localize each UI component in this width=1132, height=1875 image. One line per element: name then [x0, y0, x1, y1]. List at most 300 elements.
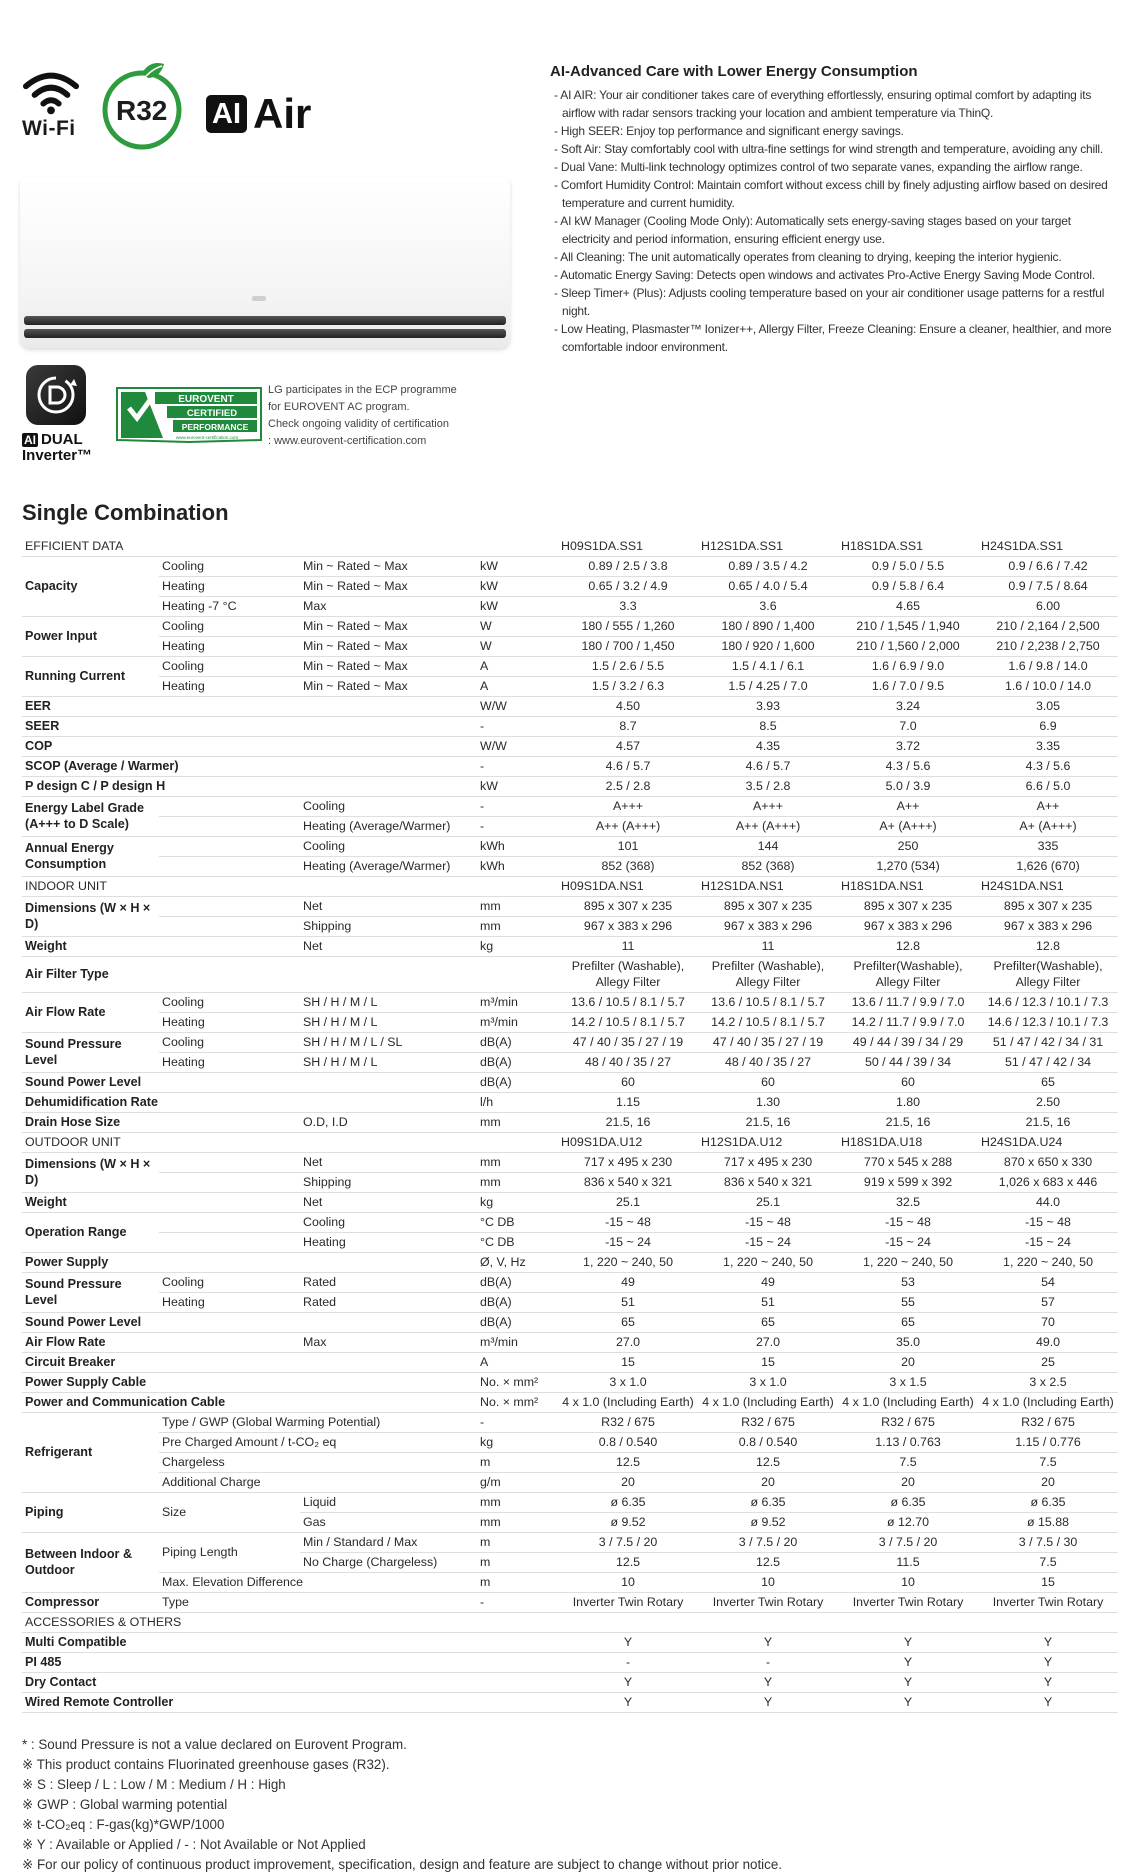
unit-label: - [477, 756, 558, 776]
header-area [0, 0, 1132, 490]
condition-label: No Charge (Chargeless) [300, 1552, 477, 1572]
table-row [22, 676, 1118, 696]
unit-label [477, 1652, 558, 1672]
value-cell: 27.0 [698, 1332, 838, 1352]
value-cell: ø 9.52 [698, 1512, 838, 1532]
unit-label: kWh [477, 856, 558, 876]
row-label: Power Supply Cable [22, 1372, 477, 1392]
value-cell: 335 [978, 836, 1118, 856]
svg-text:EUROVENT: EUROVENT [178, 394, 234, 405]
value-cell: 852 (368) [698, 856, 838, 876]
value-cell: 1, 220 ~ 240, 50 [978, 1252, 1118, 1272]
condition-label: Heating (Average/Warmer) [300, 856, 477, 876]
value-cell: 1.5 / 4.1 / 6.1 [698, 656, 838, 676]
value-cell: A++ [838, 796, 978, 816]
value-cell: Y [838, 1652, 978, 1672]
value-cell: Inverter Twin Rotary [698, 1592, 838, 1612]
value-cell: 6.9 [978, 716, 1118, 736]
row-label: Wired Remote Controller [22, 1692, 477, 1712]
value-cell: 20 [978, 1472, 1118, 1492]
unit-label: No. × mm² [477, 1392, 558, 1412]
section-header: OUTDOOR UNIT [22, 1132, 558, 1152]
section-header-row [22, 1132, 1118, 1152]
value-cell: 27.0 [558, 1332, 698, 1352]
value-cell: 2.50 [978, 1092, 1118, 1112]
value-cell: Prefilter (Washable), Allegy Filter [698, 956, 838, 992]
svg-text:CERTIFIED: CERTIFIED [186, 408, 238, 419]
model-header: H09S1DA.NS1 [558, 876, 698, 896]
row-label: Power Supply [22, 1252, 477, 1272]
table-row [22, 1532, 1118, 1552]
svg-text:www.eurovent-certification.com: www.eurovent-certification.com [175, 435, 239, 440]
value-cell: Y [698, 1692, 838, 1712]
value-cell: Y [558, 1672, 698, 1692]
model-header: H09S1DA.SS1 [558, 536, 698, 556]
value-cell: 10 [838, 1572, 978, 1592]
value-cell: 101 [558, 836, 698, 856]
model-header: H18S1DA.U18 [838, 1132, 978, 1152]
unit-label: °C DB [477, 1212, 558, 1232]
value-cell: 49.0 [978, 1332, 1118, 1352]
value-cell: 3 x 1.0 [698, 1372, 838, 1392]
value-cell: Y [558, 1692, 698, 1712]
model-header: H24S1DA.NS1 [978, 876, 1118, 896]
unit-label: - [477, 816, 558, 836]
value-cell: 967 x 383 x 296 [698, 916, 838, 936]
value-cell: 12.5 [698, 1452, 838, 1472]
value-cell: 11.5 [838, 1552, 978, 1572]
row-label: Dimensions (W × H × D) [22, 896, 159, 936]
value-cell: ø 6.35 [698, 1492, 838, 1512]
row-label: COP [22, 736, 477, 756]
sub-label: Chargeless [159, 1452, 477, 1472]
sub-label [159, 1212, 300, 1232]
row-label: SEER [22, 716, 477, 736]
value-cell: 0.9 / 6.6 / 7.42 [978, 556, 1118, 576]
sub-label: Cooling [159, 992, 300, 1012]
table-row [22, 1492, 1118, 1512]
condition-label: Min ~ Rated ~ Max [300, 556, 477, 576]
wifi-label: Wi-Fi [22, 117, 76, 140]
condition-label: Net [300, 936, 477, 956]
value-cell: -15 ~ 48 [978, 1212, 1118, 1232]
unit-label: Ø, V, Hz [477, 1252, 558, 1272]
value-cell: -15 ~ 24 [698, 1232, 838, 1252]
table-row [22, 836, 1118, 856]
condition-label: Heating [300, 1232, 477, 1252]
sub-label: Cooling [159, 1032, 300, 1052]
row-label: Running Current [22, 656, 159, 696]
unit-label: kWh [477, 836, 558, 856]
value-cell: 21.5, 16 [558, 1112, 698, 1132]
value-cell: 4.3 / 5.6 [838, 756, 978, 776]
footnote: ※ This product contains Fluorinated greenhouse gases (R32). [22, 1757, 390, 1772]
value-cell: 60 [838, 1072, 978, 1092]
value-cell: 1.6 / 10.0 / 14.0 [978, 676, 1118, 696]
feature-list [550, 63, 1120, 356]
value-cell: 210 / 1,545 / 1,940 [838, 616, 978, 636]
unit-label: mm [477, 916, 558, 936]
value-cell: - [558, 1652, 698, 1672]
unit-label: kW [477, 776, 558, 796]
row-label: EER [22, 696, 477, 716]
value-cell: ø 6.35 [978, 1492, 1118, 1512]
condition-label: Heating (Average/Warmer) [300, 816, 477, 836]
value-cell: ø 9.52 [558, 1512, 698, 1532]
table-row [22, 1572, 1118, 1592]
feature-item: - Comfort Humidity Control: Maintain comfort without excess chill by finely adjusting airflow based on desired temperature and current humidity. [554, 178, 1108, 210]
value-cell: 20 [838, 1352, 978, 1372]
row-label: Piping [22, 1492, 159, 1532]
value-cell: 180 / 890 / 1,400 [698, 616, 838, 636]
value-cell: 3.24 [838, 696, 978, 716]
value-cell: Inverter Twin Rotary [978, 1592, 1118, 1612]
value-cell: Y [978, 1632, 1118, 1652]
sub-label: Heating [159, 1012, 300, 1032]
condition-label: Gas [300, 1512, 477, 1532]
condition-label: Min / Standard / Max [300, 1532, 477, 1552]
value-cell: 60 [558, 1072, 698, 1092]
value-cell: 14.6 / 12.3 / 10.1 / 7.3 [978, 992, 1118, 1012]
unit-label: dB(A) [477, 1032, 558, 1052]
spec-table [22, 536, 1118, 1713]
unit-label: - [477, 1412, 558, 1432]
model-header: H24S1DA.SS1 [978, 536, 1118, 556]
unit-label: mm [477, 1512, 558, 1532]
footnote: ※ Y : Available or Applied / - : Not Available or Not Applied [22, 1837, 366, 1852]
unit-label: m³/min [477, 1012, 558, 1032]
model-header: H12S1DA.U12 [698, 1132, 838, 1152]
value-cell: 836 x 540 x 321 [698, 1172, 838, 1192]
table-row [22, 1012, 1118, 1032]
row-label: P design C / P design H [22, 776, 477, 796]
value-cell: 3 x 2.5 [978, 1372, 1118, 1392]
ecp-notice: LG participates in the ECP programme for EUROVENT AC program. Check ongoing validity of certification : www.eurovent-certification.com [268, 384, 457, 447]
feature-item: - Low Heating, Plasmaster™ Ionizer++, Allergy Filter, Freeze Cleaning: Ensure a cleaner, healthier, and more comfortable indoor environment. [554, 322, 1112, 354]
row-label: Between Indoor & Outdoor [22, 1532, 159, 1592]
sub-label: Size [159, 1492, 300, 1532]
table-row [22, 916, 1118, 936]
sub-label [159, 856, 300, 876]
value-cell: 13.6 / 11.7 / 9.9 / 7.0 [838, 992, 978, 1012]
condition-label: Min ~ Rated ~ Max [300, 576, 477, 596]
value-cell: 21.5, 16 [838, 1112, 978, 1132]
value-cell: 51 [558, 1292, 698, 1312]
unit-label: mm [477, 1492, 558, 1512]
value-cell: Y [838, 1692, 978, 1712]
air-conditioner-image [20, 178, 510, 348]
value-cell: -15 ~ 24 [838, 1232, 978, 1252]
section-title: Single Combination [22, 500, 229, 525]
value-cell: 54 [978, 1272, 1118, 1292]
unit-label: dB(A) [477, 1052, 558, 1072]
value-cell: 57 [978, 1292, 1118, 1312]
model-header: H09S1DA.U12 [558, 1132, 698, 1152]
section-header-row [22, 876, 1118, 896]
unit-label: A [477, 656, 558, 676]
sub-label: Cooling [159, 616, 300, 636]
table-row [22, 1312, 1118, 1332]
sub-label [159, 816, 300, 836]
condition-label: SH / H / M / L [300, 992, 477, 1012]
row-label: Energy Label Grade (A+++ to D Scale) [22, 796, 159, 836]
value-cell: 7.5 [838, 1452, 978, 1472]
row-label: Weight [22, 1192, 300, 1212]
dual-inverter-label: AI DUAL Inverter™ [22, 431, 93, 464]
sub-label: Heating [159, 576, 300, 596]
value-cell: 3.35 [978, 736, 1118, 756]
unit-label: - [477, 716, 558, 736]
unit-label: m [477, 1552, 558, 1572]
value-cell: 250 [838, 836, 978, 856]
model-header [558, 1612, 698, 1632]
value-cell: 0.89 / 3.5 / 4.2 [698, 556, 838, 576]
value-cell: 20 [838, 1472, 978, 1492]
value-cell: 967 x 383 x 296 [838, 916, 978, 936]
value-cell: 12.5 [558, 1552, 698, 1572]
value-cell: 3 x 1.5 [838, 1372, 978, 1392]
value-cell: 49 [698, 1272, 838, 1292]
value-cell: 48 / 40 / 35 / 27 [698, 1052, 838, 1072]
value-cell: 3.05 [978, 696, 1118, 716]
unit-label [477, 1672, 558, 1692]
footnote: ※ t-CO₂eq : F-gas(kg)*GWP/1000 [22, 1817, 225, 1832]
table-row [22, 656, 1118, 676]
condition-label: Min ~ Rated ~ Max [300, 656, 477, 676]
r32-label: R32 [116, 95, 168, 126]
table-row [22, 1272, 1118, 1292]
value-cell: Y [978, 1652, 1118, 1672]
lower-vane [24, 329, 506, 338]
value-cell: 25.1 [558, 1192, 698, 1212]
unit-label: g/m [477, 1472, 558, 1492]
row-label: Dry Contact [22, 1672, 477, 1692]
value-cell: Y [698, 1672, 838, 1692]
value-cell: 20 [558, 1472, 698, 1492]
value-cell: 51 / 47 / 42 / 34 [978, 1052, 1118, 1072]
unit-label: - [477, 1592, 558, 1612]
model-header [978, 1612, 1118, 1632]
value-cell: 14.2 / 11.7 / 9.9 / 7.0 [838, 1012, 978, 1032]
value-cell: 50 / 44 / 39 / 34 [838, 1052, 978, 1072]
feature-item: - AI kW Manager (Cooling Mode Only): Automatically sets energy-saving stages based on your target electricity and period information, ensuring efficient energy use. [554, 214, 1071, 246]
table-row [22, 616, 1118, 636]
value-cell: 3.3 [558, 596, 698, 616]
value-cell: 4.3 / 5.6 [978, 756, 1118, 776]
row-label: PI 485 [22, 1652, 477, 1672]
unit-label: mm [477, 1112, 558, 1132]
value-cell: 210 / 2,238 / 2,750 [978, 636, 1118, 656]
condition-label: SH / H / M / L / SL [300, 1032, 477, 1052]
table-row [22, 1632, 1118, 1652]
sub-label [159, 1152, 300, 1172]
value-cell: 10 [698, 1572, 838, 1592]
value-cell: 1.5 / 3.2 / 6.3 [558, 676, 698, 696]
table-row [22, 816, 1118, 836]
sub-label: Additional Charge [159, 1472, 477, 1492]
row-label: Refrigerant [22, 1412, 159, 1492]
unit-label: kW [477, 556, 558, 576]
row-label: Capacity [22, 556, 159, 616]
value-cell: ø 15.88 [978, 1512, 1118, 1532]
model-header: H12S1DA.SS1 [698, 536, 838, 556]
condition-label: SH / H / M / L [300, 1052, 477, 1072]
value-cell: Y [558, 1632, 698, 1652]
unit-label: l/h [477, 1092, 558, 1112]
table-row [22, 1372, 1118, 1392]
value-cell: 1, 220 ~ 240, 50 [558, 1252, 698, 1272]
sub-label [159, 1172, 300, 1192]
value-cell: R32 / 675 [698, 1412, 838, 1432]
value-cell: 0.9 / 5.8 / 6.4 [838, 576, 978, 596]
value-cell: 0.9 / 7.5 / 8.64 [978, 576, 1118, 596]
value-cell: 1,026 x 683 x 446 [978, 1172, 1118, 1192]
value-cell: 15 [978, 1572, 1118, 1592]
unit-label: No. × mm² [477, 1372, 558, 1392]
sub-label [159, 896, 300, 916]
table-row [22, 556, 1118, 576]
unit-label: kW [477, 576, 558, 596]
value-cell: 21.5, 16 [978, 1112, 1118, 1132]
table-row [22, 956, 1118, 992]
row-label: Dimensions (W × H × D) [22, 1152, 159, 1192]
air-word: Air [253, 90, 312, 137]
table-row [22, 1352, 1118, 1372]
table-row [22, 1472, 1118, 1492]
table-row [22, 992, 1118, 1012]
row-label: Weight [22, 936, 300, 956]
value-cell: 919 x 599 x 392 [838, 1172, 978, 1192]
value-cell: 5.0 / 3.9 [838, 776, 978, 796]
ai-air-logo [206, 90, 311, 138]
value-cell: 4.57 [558, 736, 698, 756]
value-cell: 4 x 1.0 (Including Earth) [978, 1392, 1118, 1412]
unit-label: mm [477, 1172, 558, 1192]
value-cell: 1.6 / 7.0 / 9.5 [838, 676, 978, 696]
value-cell: ø 6.35 [558, 1492, 698, 1512]
unit-label: - [477, 796, 558, 816]
unit-label: W/W [477, 696, 558, 716]
row-label: Sound Power Level [22, 1312, 477, 1332]
unit-label: m [477, 1452, 558, 1472]
value-cell: -15 ~ 24 [978, 1232, 1118, 1252]
value-cell: 12.5 [558, 1452, 698, 1472]
value-cell: 3 x 1.0 [558, 1372, 698, 1392]
unit-label: dB(A) [477, 1292, 558, 1312]
value-cell: 967 x 383 x 296 [978, 916, 1118, 936]
condition-label: Min ~ Rated ~ Max [300, 676, 477, 696]
model-header: H18S1DA.SS1 [838, 536, 978, 556]
condition-label: Cooling [300, 1212, 477, 1232]
sub-label: Max. Elevation Difference [159, 1572, 477, 1592]
table-row [22, 756, 1118, 776]
value-cell: 895 x 307 x 235 [978, 896, 1118, 916]
section-header-row [22, 1612, 1118, 1632]
value-cell: 144 [698, 836, 838, 856]
table-row [22, 1672, 1118, 1692]
value-cell: 20 [698, 1472, 838, 1492]
unit-label: W [477, 636, 558, 656]
value-cell: 8.7 [558, 716, 698, 736]
value-cell: 3 / 7.5 / 20 [838, 1532, 978, 1552]
condition-label: Net [300, 896, 477, 916]
table-row [22, 576, 1118, 596]
value-cell: 35.0 [838, 1332, 978, 1352]
value-cell: 4 x 1.0 (Including Earth) [838, 1392, 978, 1412]
value-cell: Y [698, 1632, 838, 1652]
unit-label: A [477, 1352, 558, 1372]
feature-item: - High SEER: Enjoy top performance and significant energy savings. [554, 124, 904, 138]
row-label: Operation Range [22, 1212, 159, 1252]
condition-label: Min ~ Rated ~ Max [300, 636, 477, 656]
table-row [22, 1112, 1118, 1132]
unit-brand-mark [252, 296, 266, 301]
table-row [22, 716, 1118, 736]
table-row [22, 1652, 1118, 1672]
value-cell: 3.5 / 2.8 [698, 776, 838, 796]
unit-label: kW [477, 596, 558, 616]
value-cell: 14.2 / 10.5 / 8.1 / 5.7 [558, 1012, 698, 1032]
value-cell: 12.8 [978, 936, 1118, 956]
unit-label: m³/min [477, 992, 558, 1012]
sub-label [159, 1232, 300, 1252]
value-cell: A+ (A+++) [838, 816, 978, 836]
value-cell: Y [978, 1672, 1118, 1692]
value-cell: 180 / 700 / 1,450 [558, 636, 698, 656]
value-cell: 1.6 / 6.9 / 9.0 [838, 656, 978, 676]
table-row [22, 1072, 1118, 1092]
unit-label [477, 1632, 558, 1652]
value-cell: 8.5 [698, 716, 838, 736]
value-cell: 0.9 / 5.0 / 5.5 [838, 556, 978, 576]
value-cell: 4 x 1.0 (Including Earth) [558, 1392, 698, 1412]
unit-label: kg [477, 936, 558, 956]
value-cell: Inverter Twin Rotary [558, 1592, 698, 1612]
value-cell: 1, 220 ~ 240, 50 [838, 1252, 978, 1272]
value-cell: 7.0 [838, 716, 978, 736]
sub-label: Heating [159, 1292, 300, 1312]
value-cell: A+++ [558, 796, 698, 816]
table-row [22, 1192, 1118, 1212]
value-cell: 65 [558, 1312, 698, 1332]
value-cell: 51 / 47 / 42 / 34 / 31 [978, 1032, 1118, 1052]
value-cell: 60 [698, 1072, 838, 1092]
footnote: ※ S : Sleep / L : Low / M : Medium / H : High [22, 1777, 286, 1792]
footnote: ※ GWP : Global warming potential [22, 1797, 228, 1812]
value-cell: 10 [558, 1572, 698, 1592]
r32-leaf-icon [98, 60, 188, 152]
row-label: Dehumidification Rate [22, 1092, 477, 1112]
condition-label: Rated [300, 1292, 477, 1312]
table-row [22, 1432, 1118, 1452]
table-row [22, 1232, 1118, 1252]
value-cell: A++ (A+++) [698, 816, 838, 836]
condition-label: Liquid [300, 1492, 477, 1512]
value-cell: 1.6 / 9.8 / 14.0 [978, 656, 1118, 676]
table-row [22, 1392, 1118, 1412]
value-cell: 1.80 [838, 1092, 978, 1112]
feature-title: AI-Advanced Care with Lower Energy Consumption [550, 63, 918, 80]
svg-text:PERFORMANCE: PERFORMANCE [181, 422, 249, 432]
table-row [22, 896, 1118, 916]
unit-label: dB(A) [477, 1072, 558, 1092]
value-cell: - [698, 1652, 838, 1672]
value-cell: -15 ~ 48 [838, 1212, 978, 1232]
table-row [22, 1592, 1118, 1612]
value-cell: 7.5 [978, 1552, 1118, 1572]
value-cell: 852 (368) [558, 856, 698, 876]
condition-label: Cooling [300, 796, 477, 816]
